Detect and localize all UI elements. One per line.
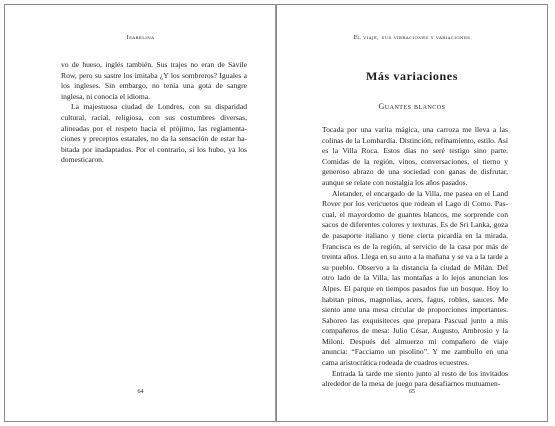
paragraph: Entrada la tarde me siento junto al resto de los invitados alrededor de la mesa de juego para desafiarnos mutuamen- <box>322 368 508 389</box>
chapter-title: Más variaciones <box>366 69 458 83</box>
left-running-head: Isabelina <box>126 35 155 41</box>
left-page-body <box>61 60 247 166</box>
left-page <box>4 4 276 422</box>
paragraph: Tocada por una varita mágica, una carroza me lleva a las colinas de la Lombardía. Distinción, refinamiento, estilo. Así es la Villa Roca. Estos días no seré testigo sino parte. Comidas de la región, vinos, conversaciones, el tierno y generoso abrazo de una sociedad con ganas de disfrutar, aunque se relate con nostalgia los años pasados. <box>322 125 508 187</box>
paragraph: La majestuosa ciudad de Londres, con su disparidad cultural, racial, religiosa, con sus costumbres diversas, alineadas por el respeto hacia el prójimo, las reglamentaciones y preceptos estatales, no da la sensación de estar habitada por inadaptados. Por el contrario, si los hubo, ya los domesticaron. <box>61 102 247 165</box>
right-page-number: 65 <box>409 389 415 395</box>
left-page-number: 64 <box>137 389 144 395</box>
right-running-head: El viaje, sus vibraciones y variaciones <box>353 35 471 41</box>
paragraph: Aletander, el encargado de la Villa, me pasea en el Land Rover por los vericuetos que rodean el Lago di Como. Pascual, el mayordomo de guantes blancos, me sorprende con sacos de diferentes colores y texturas. Es de Sri Lanka, goza de pasaporte italiano y tiene cierta picardía en la mirada. Francisca es de la región, al servicio de la casa por más de treinta años. Llega en su auto a la mañana y se va a la tarde a su pueblo. Observo a la distancia la ciudad de Milán. Del otro lado de la Villa, las montañas a lo lejos anuncian los Alpes. El parque en tiempos pasados fue un bosque. Hoy lo habitan pinos, magnolias, acers, fagus, robles, sauces. Me siento ante una mesa circular de proporciones importantes. Saboreo las exquisiteces que prepara Pascual junto a mis compañeros de mesa: Julio César, Augusto, Ambrosio y la Miloni. Después del almuerzo mi compañero de viaje anuncia: “Facciamo un pisolino”. Y me zambullo en una cama aristocrática rodeada de cuadros ecuestres. <box>322 188 508 368</box>
right-page <box>276 4 548 422</box>
right-page-body <box>322 125 508 390</box>
paragraph: vo de hueso, inglés también. Sus trajes no eran de Savile Row, pero su sastre los imitaba ¿Y los sombreros? Iguales a los ingleses. Sin embargo, no tenía una gota de sangre inglesa, ni conocía el idioma. <box>61 60 247 101</box>
section-title: Guantes blancos <box>378 102 446 111</box>
